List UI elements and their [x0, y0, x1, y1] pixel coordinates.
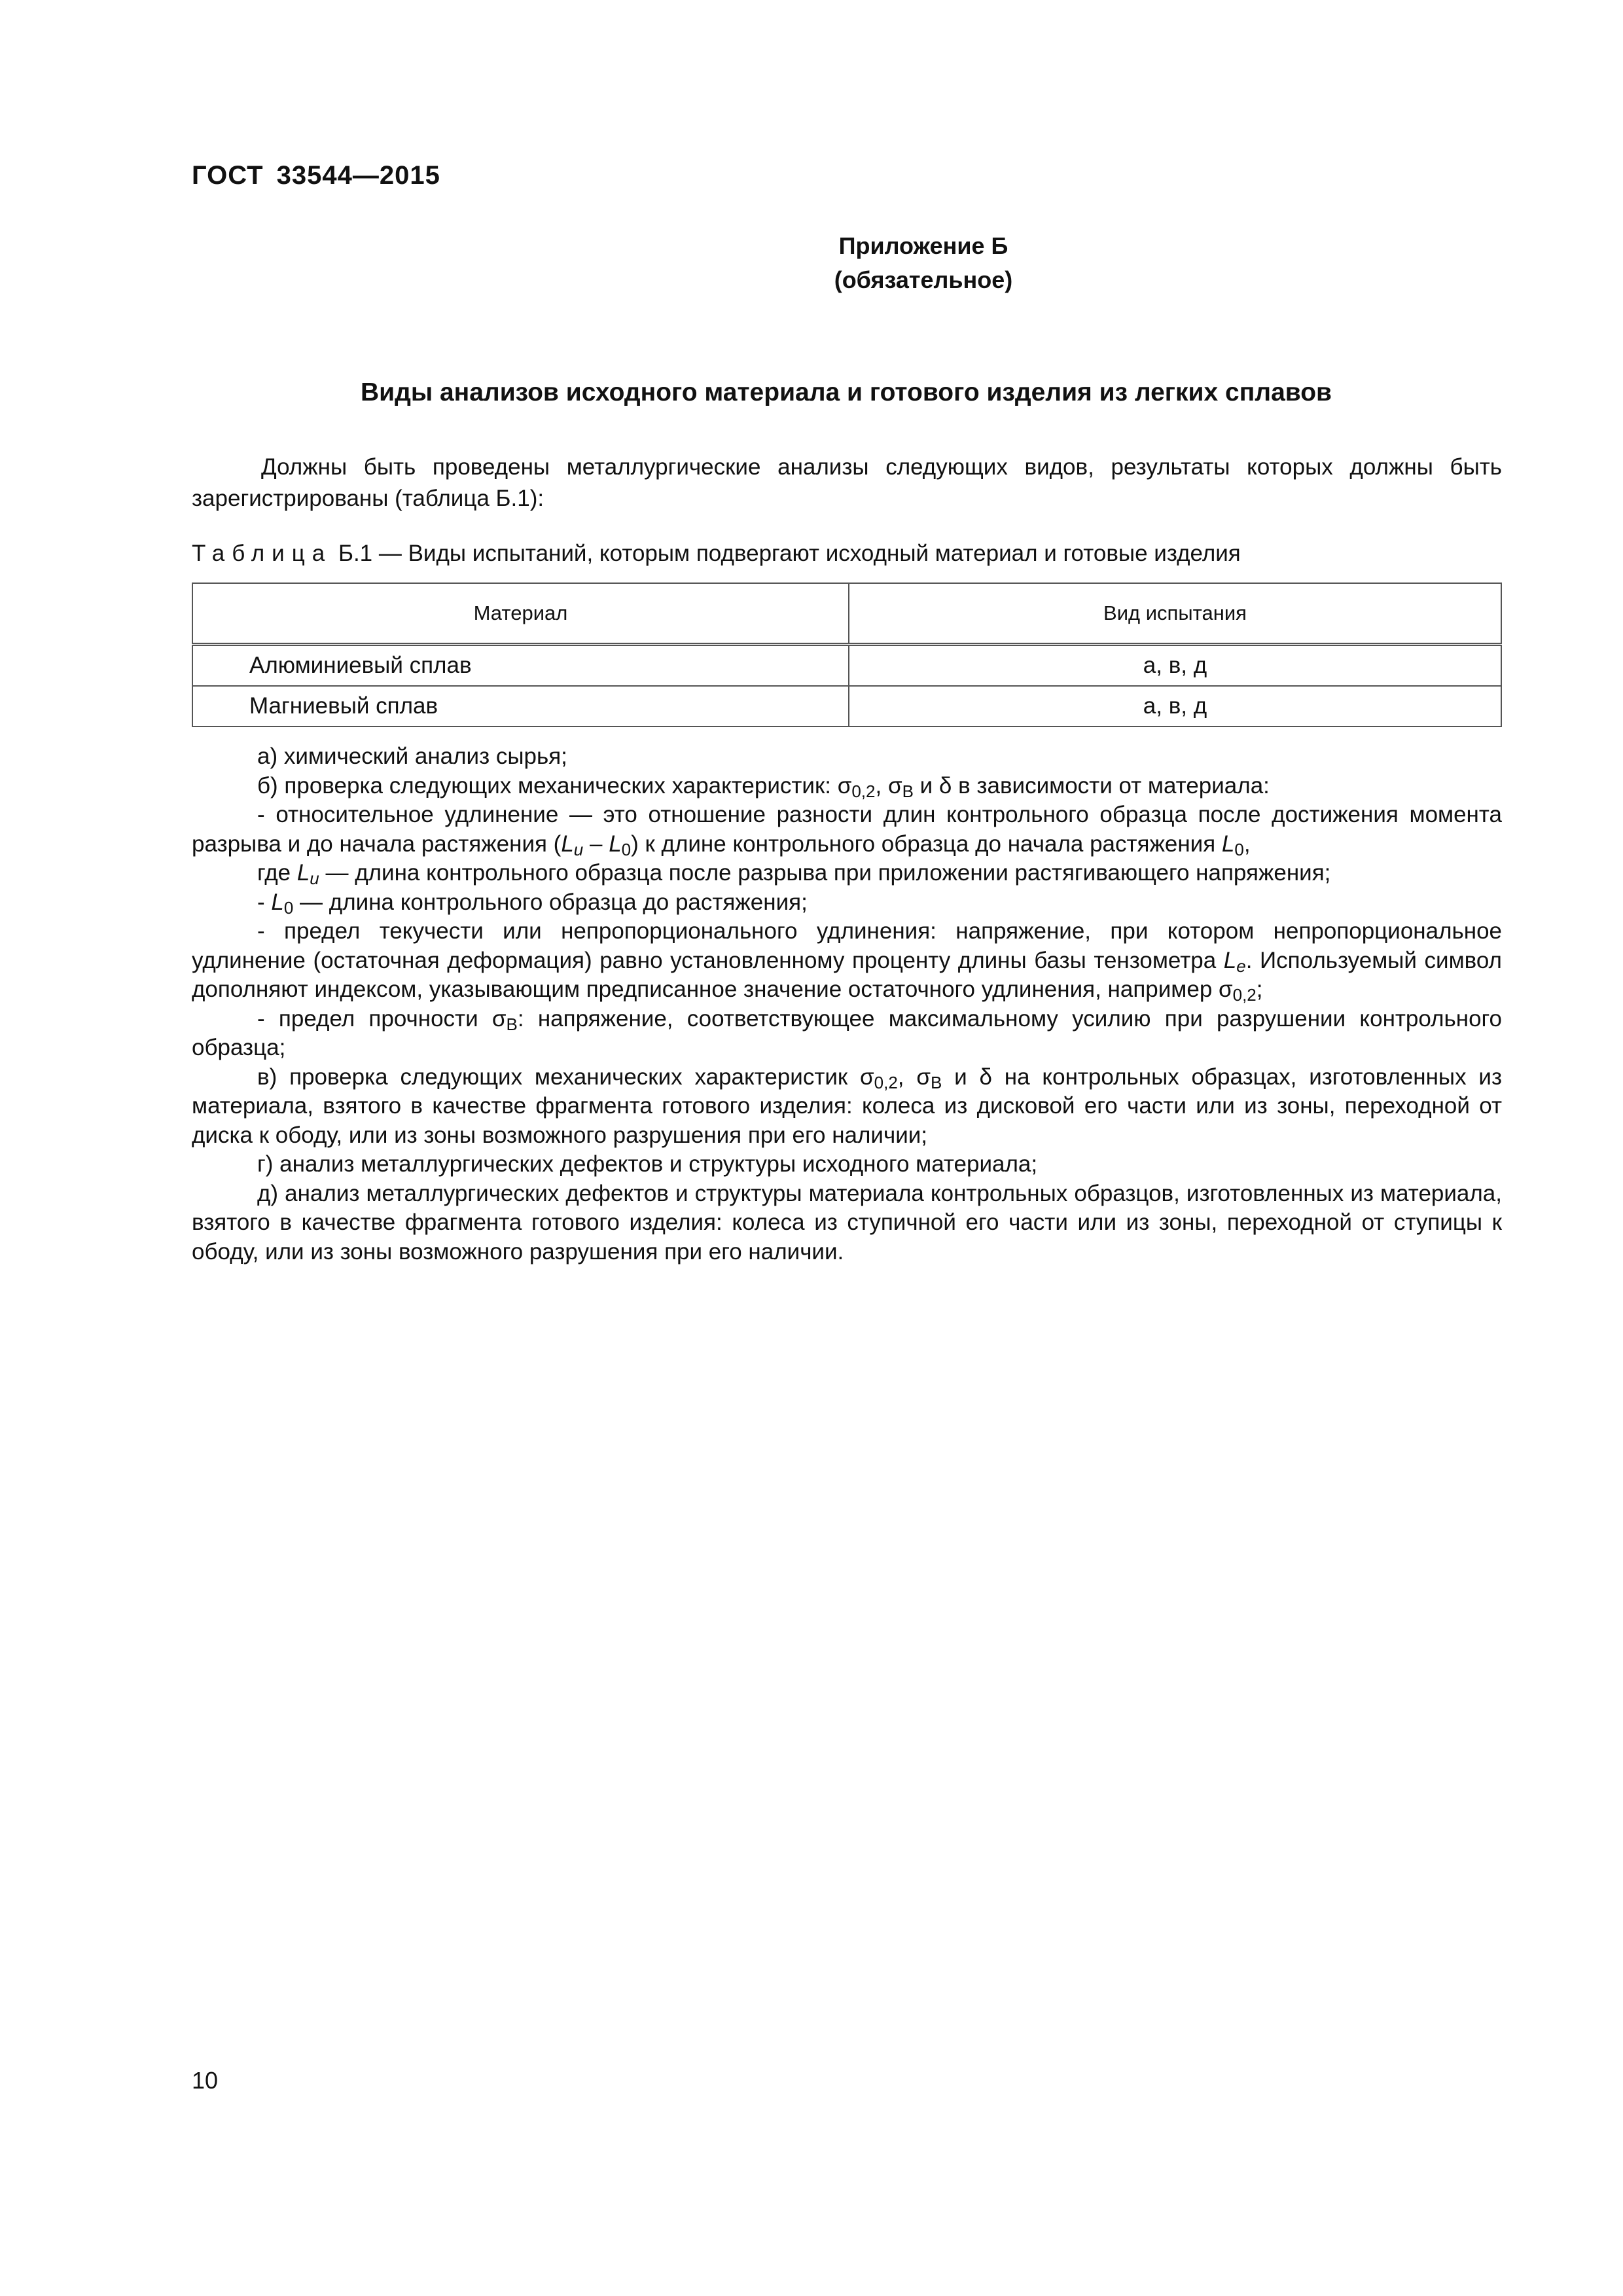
table-row — [192, 686, 1501, 726]
gost-number: 33544—2015 — [276, 161, 440, 190]
tests-table — [192, 583, 1502, 727]
item-g: г) анализ металлургических дефектов и структуры исходного материала; — [257, 1151, 1038, 1177]
table-header-row — [192, 583, 1501, 645]
appendix-status: (обязательное) — [834, 266, 1013, 293]
item-v: в) проверка следующих механических характеристик $\sigma_{0,2}$, $\sigma_В$ и δ на контрольных образцах, изготовленных из материала, взятого в качестве фрагмента готового изделия: колеса из дисковой его части или из зоны, переходной от диска к ободу, или из зоны возможного разрушения при его наличии; — [192, 1064, 1502, 1148]
lu-definition: где $L_u$ — длина контрольного образца после разрыва при приложении растягивающего напряжения; — [257, 860, 1331, 888]
item-a: а) химический анализ сырья; — [257, 744, 567, 769]
cell-test-type: а, в, д — [849, 645, 1501, 687]
appendix-heading — [0, 229, 1623, 297]
header-material: Материал — [192, 583, 849, 645]
table-caption-text: Б.1 — Виды испытаний, которым подвергают исходный материал и готовые изделия — [338, 541, 1241, 566]
l0-definition: - $L_0$ — длина контрольного образца до растяжения; — [257, 889, 808, 918]
ultimate-strength-definition: - предел прочности $\sigma_В$: напряжение, соответствующее максимальному усилию при разрушении контрольного образца; — [192, 1005, 1503, 1060]
table-caption — [192, 541, 1241, 567]
cell-test-type: а, в, д — [849, 686, 1501, 726]
appendix-label: Приложение Б — [838, 232, 1008, 259]
elongation-definition: - относительное удлинение — это отношение разности длин контрольного образца после достижения момента разрыва и до начала растяжения $(L_u - L_0)$ к длине контрольного образца до начала растяжения $L_0$, — [192, 802, 1502, 859]
cell-material: Магниевый сплав — [192, 686, 849, 726]
page-number: 10 — [192, 2067, 219, 2094]
appendix-title: Виды анализов исходного материала и готового изделия из легких сплавов — [360, 378, 1332, 406]
analysis-list — [192, 742, 1502, 1266]
gost-label: ГОСТ — [192, 161, 264, 190]
table-row — [192, 645, 1501, 687]
item-d: д) анализ металлургических дефектов и структуры материала контрольных образцов, изготовленных из материала, взятого в качестве фрагмента готового изделия: колеса из ступичной его части или из зоны, переходной от ступицы к ободу, или из зоны возможного разрушения при его наличии. — [192, 1180, 1502, 1265]
document-header — [192, 161, 440, 190]
item-b: б) проверка следующих механических характеристик: $\sigma_{0,2}$, $\sigma_В$ и δ в зависимости от материала: — [257, 772, 1270, 801]
header-test-type: Вид испытания — [849, 583, 1501, 645]
intro-paragraph: Должны быть проведены металлургические анализы следующих видов, результаты которых должны быть зарегистрированы (таблица Б.1): — [192, 454, 1502, 511]
yield-definition: - предел текучести или непропорционального удлинения: напряжение, при котором непропорциональное удлинение (остаточная деформация) равно установленному проценту длины базы тензометра $L_e$. Используемый символ дополняют индексом, указывающим предписанное значение остаточного удлинения, например $\sigma_{0,2}$; — [192, 918, 1502, 1005]
table-caption-word: Таблица — [192, 541, 332, 566]
cell-material: Алюминиевый сплав — [192, 645, 849, 687]
